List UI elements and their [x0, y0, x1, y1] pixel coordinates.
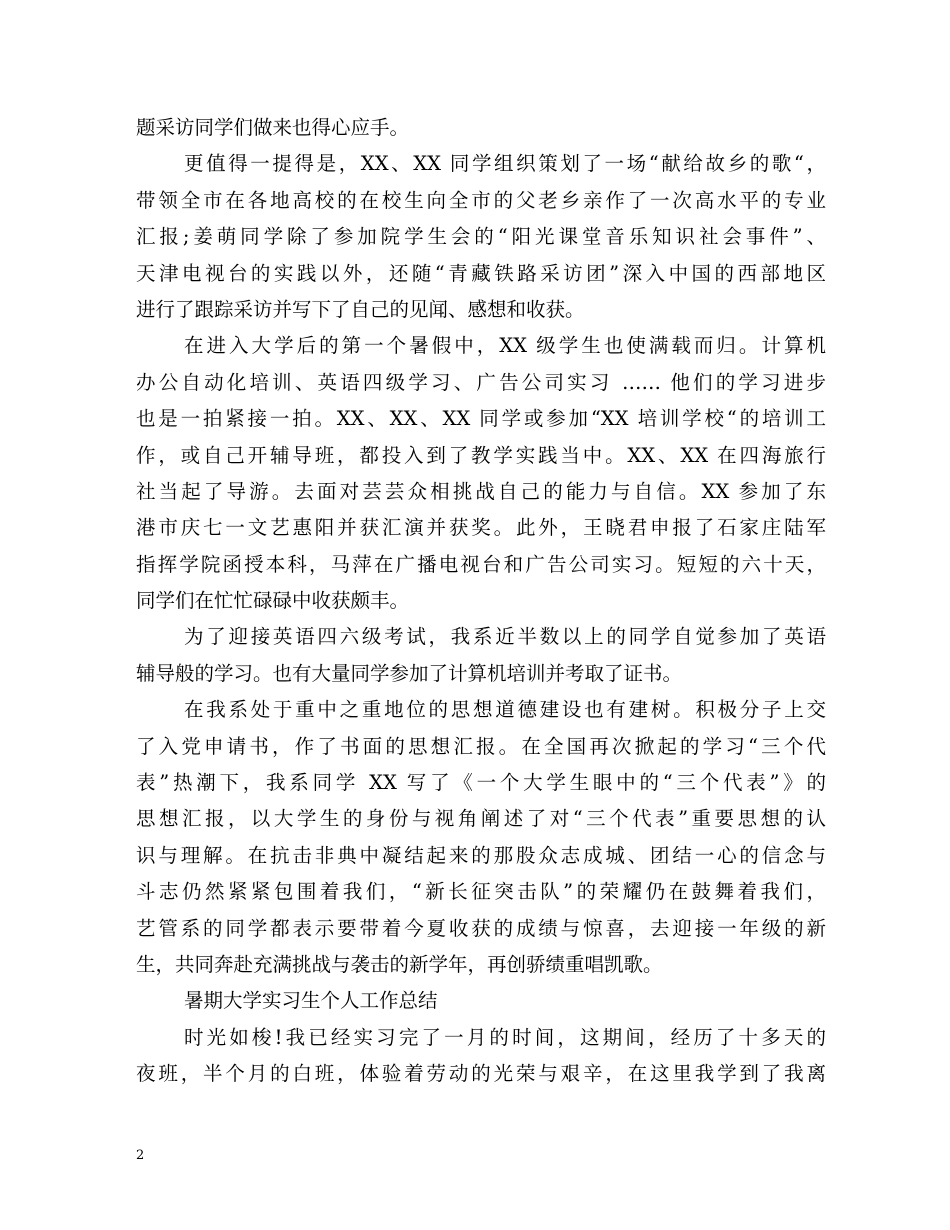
text-line: 识与理解。在抗击非典中凝结起来的那股众志成城、团结一心的信念与 — [136, 843, 826, 867]
text-line: 题采访同学们做来也得心应手。 — [136, 116, 410, 139]
text-line: 在我系处于重中之重地位的思想道德建设也有建树。积极分子上交 — [184, 698, 826, 722]
text-line: 在进入大学后的第一个暑假中，XX 级学生也使满载而归。计算机 — [184, 334, 826, 358]
text-line: 带领全市在各地高校的在校生向全市的父老乡亲作了一次高水平的专业 — [136, 188, 826, 212]
page-number: 2 — [136, 1148, 145, 1163]
text-line: 为了迎接英语四六级考试，我系近半数以上的同学自觉参加了英语 — [184, 625, 826, 649]
text-line: 社当起了导游。去面对芸芸众相挑战自己的能力与自信。XX 参加了东 — [136, 479, 826, 503]
text-line: 斗志仍然紧紧包围着我们，“新长征突击队”的荣耀仍在鼓舞着我们， — [136, 880, 826, 904]
text-line: 艺管系的同学都表示要带着今夏收获的成绩与惊喜，去迎接一年级的新 — [136, 916, 826, 940]
text-line: 了入党申请书，作了书面的思想汇报。在全国再次掀起的学习“三个代 — [136, 734, 826, 758]
text-line: 指挥学院函授本科，马萍在广播电视台和广告公司实习。短短的六十天， — [136, 552, 826, 576]
text-line: 作，或自己开辅导班，都投入到了教学实践当中。XX、XX 在四海旅行 — [136, 443, 826, 467]
text-line: 同学们在忙忙碌碌中收获颇丰。 — [136, 589, 410, 613]
text-line: 思想汇报，以大学生的身份与视角阐述了对“三个代表”重要思想的认 — [136, 807, 826, 831]
text-line: 表”热潮下，我系同学 XX 写了《一个大学生眼中的“三个代表”》的 — [136, 771, 826, 795]
text-line: 暑期大学实习生个人工作总结 — [184, 989, 438, 1013]
text-line: 天津电视台的实践以外，还随“青藏铁路采访团”深入中国的西部地区 — [136, 261, 826, 285]
body-text — [136, 110, 826, 1093]
text-line: 夜班，半个月的白班，体验着劳动的光荣与艰辛，在这里我学到了我离 — [136, 1062, 826, 1086]
text-line: 更值得一提得是，XX、XX 同学组织策划了一场“献给故乡的歌“， — [184, 152, 826, 176]
text-line: 辅导般的学习。也有大量同学参加了计算机培训并考取了证书。 — [136, 661, 683, 685]
text-line: 办公自动化培训、英语四级学习、广告公司实习 …… 他们的学习进步 — [136, 370, 826, 394]
text-line: 也是一拍紧接一拍。XX、XX、XX 同学或参加“XX 培训学校“的培训工 — [136, 407, 826, 431]
text-line: 时光如梭!我已经实习完了一月的时间，这期间，经历了十多天的 — [184, 1025, 826, 1049]
text-line: 汇报;姜萌同学除了参加院学生会的“阳光课堂音乐知识社会事件”、 — [136, 225, 826, 249]
text-line: 港市庆七一文艺惠阳并获汇演并获奖。此外，王晓君申报了石家庄陆军 — [136, 516, 826, 540]
text-line: 生，共同奔赴充满挑战与袭击的新学年，再创骄绩重唱凯歌。 — [136, 952, 663, 976]
text-line: 进行了跟踪采访并写下了自己的见闻、感想和收获。 — [136, 297, 585, 321]
